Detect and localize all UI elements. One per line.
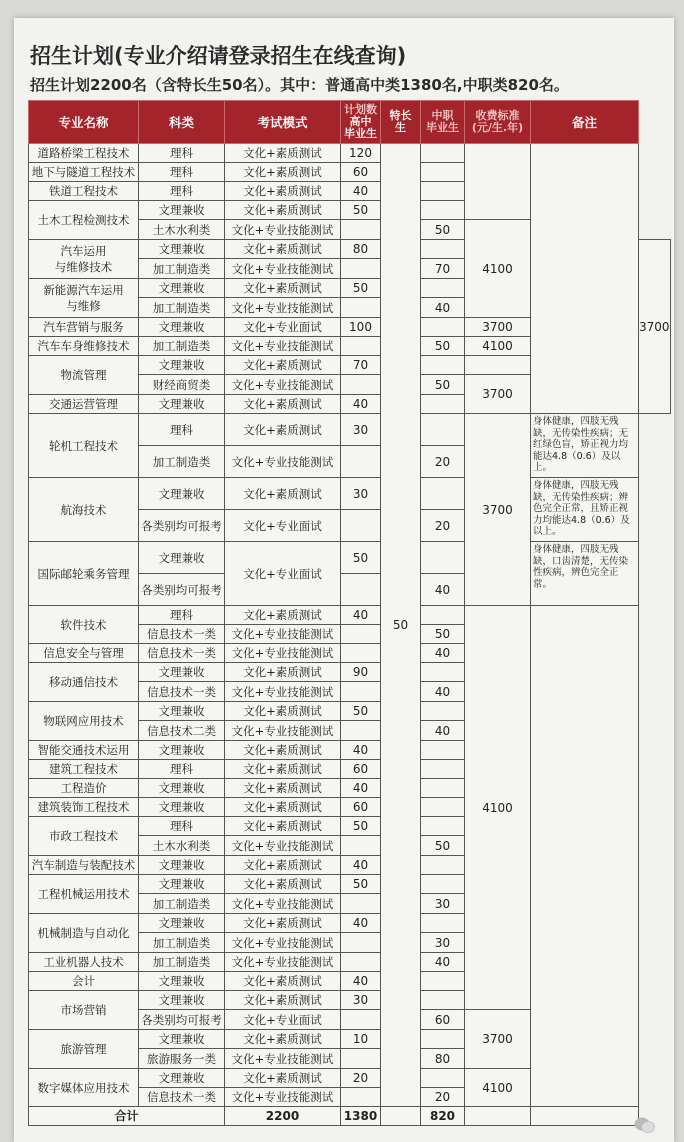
- exam-mode-cell: 文化+素质测试: [225, 798, 341, 817]
- header-remarks: 备注: [531, 101, 639, 144]
- vocational-count: [421, 163, 465, 182]
- vocational-count: 40: [421, 644, 465, 663]
- high-school-count: 20: [341, 1069, 381, 1088]
- exam-mode-cell: 文化+素质测试: [225, 702, 341, 721]
- high-school-count: 40: [341, 914, 381, 933]
- high-school-count: 100: [341, 318, 381, 337]
- high-school-count: [341, 625, 381, 644]
- major-cell: 交通运营管理: [29, 395, 139, 414]
- vocational-count: [421, 1069, 465, 1088]
- major-cell: 市场营销: [29, 991, 139, 1030]
- major-cell: 物流管理: [29, 356, 139, 395]
- vocational-count: [421, 279, 465, 298]
- subject-cell: 文理兼收: [139, 279, 225, 298]
- exam-mode-cell: 文化+专业技能测试: [225, 1088, 341, 1107]
- subject-cell: 文理兼收: [139, 1030, 225, 1049]
- major-cell: 智能交通技术运用: [29, 741, 139, 760]
- high-school-count: [341, 1088, 381, 1107]
- vocational-count: [421, 478, 465, 510]
- exam-mode-cell: 文化+专业技能测试: [225, 644, 341, 663]
- exam-mode-cell: 文化+专业技能测试: [225, 836, 341, 856]
- subject-cell: 文理兼收: [139, 318, 225, 337]
- major-cell: 汽车制造与装配技术: [29, 856, 139, 875]
- vocational-count: [421, 542, 465, 574]
- major-cell: 土木工程检测技术: [29, 201, 139, 240]
- exam-mode-cell: 文化+专业技能测试: [225, 1049, 341, 1069]
- exam-mode-cell: 文化+专业技能测试: [225, 298, 341, 318]
- subject-cell: 土木水利类: [139, 220, 225, 240]
- major-cell: 工程机械运用技术: [29, 875, 139, 914]
- subject-cell: 加工制造类: [139, 446, 225, 478]
- major-cell: 地下与隧道工程技术: [29, 163, 139, 182]
- fee-cell: [465, 144, 531, 220]
- major-cell: 国际邮轮乘务管理: [29, 542, 139, 606]
- high-school-count: 60: [341, 163, 381, 182]
- high-school-count: [341, 644, 381, 663]
- exam-mode-cell: 文化+素质测试: [225, 741, 341, 760]
- remarks-cell: 身体健康，四肢无残缺，口齿清楚，无传染性疾病，辨色完全正常。: [531, 542, 639, 606]
- total-vocational: 820: [421, 1107, 465, 1126]
- exam-mode-cell: 文化+专业技能测试: [225, 220, 341, 240]
- high-school-count: [341, 953, 381, 972]
- vocational-count: [421, 1030, 465, 1049]
- high-school-count: 10: [341, 1030, 381, 1049]
- subject-cell: 文理兼收: [139, 478, 225, 510]
- high-school-count: 50: [341, 875, 381, 894]
- table-header: [29, 101, 671, 144]
- vocational-count: [421, 875, 465, 894]
- subject-cell: 文理兼收: [139, 798, 225, 817]
- vocational-count: 40: [421, 953, 465, 972]
- subject-cell: 各类别均可报考: [139, 574, 225, 606]
- exam-mode-cell: 文化+素质测试: [225, 1030, 341, 1049]
- major-cell: 信息安全与管理: [29, 644, 139, 663]
- admission-plan-page: [14, 18, 674, 1142]
- exam-mode-cell: 文化+专业技能测试: [225, 933, 341, 953]
- vocational-count: [421, 606, 465, 625]
- exam-mode-cell: 文化+素质测试: [225, 914, 341, 933]
- vocational-count: 50: [421, 375, 465, 395]
- vocational-count: [421, 991, 465, 1010]
- vocational-count: [421, 972, 465, 991]
- fee-cell: 4100: [465, 1069, 531, 1107]
- exam-mode-cell: 文化+素质测试: [225, 856, 341, 875]
- vocational-count: 50: [421, 337, 465, 356]
- high-school-count: 30: [341, 991, 381, 1010]
- fee-cell: 3700: [639, 240, 671, 414]
- remarks-cell: [531, 606, 639, 1107]
- vocational-count: [421, 201, 465, 220]
- exam-mode-cell: 文化+专业技能测试: [225, 894, 341, 914]
- high-school-count: 40: [341, 606, 381, 625]
- vocational-count: 40: [421, 682, 465, 702]
- high-school-count: 50: [341, 702, 381, 721]
- subject-cell: 各类别均可报考: [139, 510, 225, 542]
- remarks-cell: [531, 144, 639, 414]
- vocational-count: 30: [421, 933, 465, 953]
- high-school-count: 90: [341, 663, 381, 682]
- high-school-count: 40: [341, 395, 381, 414]
- fee-cell: 3700: [465, 318, 531, 337]
- high-school-count: 60: [341, 798, 381, 817]
- subject-cell: 文理兼收: [139, 779, 225, 798]
- fee-cell: 3700: [465, 375, 531, 414]
- major-cell: 旅游管理: [29, 1030, 139, 1069]
- subject-cell: 加工制造类: [139, 259, 225, 279]
- subject-cell: 信息技术二类: [139, 721, 225, 741]
- high-school-count: [341, 1049, 381, 1069]
- fee-cell: 4100: [465, 606, 531, 1010]
- vocational-count: 50: [421, 836, 465, 856]
- exam-mode-cell: 文化+素质测试: [225, 972, 341, 991]
- high-school-count: [341, 574, 381, 606]
- subject-cell: 理科: [139, 182, 225, 201]
- enrollment-table: [28, 100, 671, 1126]
- high-school-count: [341, 836, 381, 856]
- major-cell: 铁道工程技术: [29, 182, 139, 201]
- exam-mode-cell: 文化+专业技能测试: [225, 337, 341, 356]
- exam-mode-cell: 文化+专业技能测试: [225, 625, 341, 644]
- major-cell: 轮机工程技术: [29, 414, 139, 478]
- table-row: [29, 144, 671, 163]
- exam-mode-cell: 文化+素质测试: [225, 279, 341, 298]
- vocational-count: [421, 395, 465, 414]
- vocational-count: [421, 144, 465, 163]
- exam-mode-cell: 文化+素质测试: [225, 817, 341, 836]
- header-subject: 科类: [139, 101, 225, 144]
- exam-mode-cell: 文化+专业技能测试: [225, 953, 341, 972]
- exam-mode-cell: 文化+专业面试: [225, 510, 341, 542]
- exam-mode-cell: 文化+素质测试: [225, 760, 341, 779]
- high-school-count: 30: [341, 478, 381, 510]
- total-fee: [465, 1107, 531, 1126]
- table-row: [29, 542, 671, 574]
- high-school-count: 50: [341, 201, 381, 220]
- vocational-count: [421, 663, 465, 682]
- exam-mode-cell: 文化+专业面试: [225, 1010, 341, 1030]
- vocational-count: [421, 760, 465, 779]
- high-school-count: 40: [341, 741, 381, 760]
- major-cell: 会计: [29, 972, 139, 991]
- subject-cell: 信息技术一类: [139, 682, 225, 702]
- exam-mode-cell: 文化+素质测试: [225, 163, 341, 182]
- exam-mode-cell: 文化+素质测试: [225, 606, 341, 625]
- vocational-count: [421, 356, 465, 375]
- high-school-count: [341, 259, 381, 279]
- subject-cell: 文理兼收: [139, 356, 225, 375]
- subject-cell: 理科: [139, 144, 225, 163]
- exam-mode-cell: 文化+素质测试: [225, 356, 341, 375]
- subject-cell: 加工制造类: [139, 953, 225, 972]
- high-school-count: [341, 337, 381, 356]
- major-cell: 建筑工程技术: [29, 760, 139, 779]
- high-school-count: 30: [341, 414, 381, 446]
- total-high-school: 1380: [341, 1107, 381, 1126]
- exam-mode-cell: 文化+素质测试: [225, 991, 341, 1010]
- high-school-count: [341, 1010, 381, 1030]
- subject-cell: 文理兼收: [139, 856, 225, 875]
- vocational-count: [421, 817, 465, 836]
- major-cell: 移动通信技术: [29, 663, 139, 702]
- remarks-cell: 身体健康，四肢无残缺，无传染性疾病；无红绿色盲，矫正视力均能达4.8（0.6）及以上。: [531, 414, 639, 478]
- exam-mode-cell: 文化+专业面试: [225, 542, 341, 606]
- exam-mode-cell: 文化+素质测试: [225, 779, 341, 798]
- total-specialty: [381, 1107, 421, 1126]
- table-row: [29, 414, 671, 446]
- high-school-count: 120: [341, 144, 381, 163]
- subject-cell: 土木水利类: [139, 836, 225, 856]
- high-school-count: 50: [341, 542, 381, 574]
- wechat-logo-icon: [634, 1116, 656, 1134]
- exam-mode-cell: 文化+专业技能测试: [225, 721, 341, 741]
- major-cell: 数字媒体应用技术: [29, 1069, 139, 1107]
- major-cell: 汽车车身维修技术: [29, 337, 139, 356]
- exam-mode-cell: 文化+素质测试: [225, 182, 341, 201]
- exam-mode-cell: 文化+专业技能测试: [225, 259, 341, 279]
- high-school-count: [341, 510, 381, 542]
- exam-mode-cell: 文化+素质测试: [225, 144, 341, 163]
- total-row: [29, 1107, 671, 1126]
- subject-cell: 文理兼收: [139, 991, 225, 1010]
- vocational-count: 30: [421, 894, 465, 914]
- total-remarks: [531, 1107, 639, 1126]
- vocational-count: 40: [421, 721, 465, 741]
- subject-cell: 文理兼收: [139, 395, 225, 414]
- major-cell: 建筑装饰工程技术: [29, 798, 139, 817]
- subject-cell: 文理兼收: [139, 240, 225, 259]
- subject-cell: 文理兼收: [139, 972, 225, 991]
- vocational-count: [421, 856, 465, 875]
- page-title: 招生计划(专业介绍请登录招生在线查询): [30, 44, 407, 68]
- fee-cell: 4100: [465, 337, 531, 356]
- major-cell: 市政工程技术: [29, 817, 139, 856]
- vocational-count: 20: [421, 446, 465, 478]
- vocational-count: 20: [421, 510, 465, 542]
- high-school-count: 40: [341, 972, 381, 991]
- header-plan-label: 计划数: [344, 103, 377, 116]
- subject-cell: 理科: [139, 760, 225, 779]
- remarks-cell: 身体健康，四肢无残缺，无传染性疾病；辨色完全正常，且矫正视力均能达4.8（0.6）及以上。: [531, 478, 639, 542]
- exam-mode-cell: 文化+专业技能测试: [225, 682, 341, 702]
- vocational-count: 40: [421, 574, 465, 606]
- header-exam-mode: 考试模式: [225, 101, 341, 144]
- vocational-count: [421, 182, 465, 201]
- exam-mode-cell: 文化+素质测试: [225, 478, 341, 510]
- header-major: 专业名称: [29, 101, 139, 144]
- major-cell: 工业机器人技术: [29, 953, 139, 972]
- major-cell: 道路桥梁工程技术: [29, 144, 139, 163]
- subject-cell: 信息技术一类: [139, 1088, 225, 1107]
- high-school-count: [341, 682, 381, 702]
- subject-cell: 文理兼收: [139, 201, 225, 220]
- subject-cell: 加工制造类: [139, 933, 225, 953]
- vocational-count: [421, 779, 465, 798]
- subject-cell: 文理兼收: [139, 741, 225, 760]
- high-school-count: [341, 446, 381, 478]
- exam-mode-cell: 文化+专业面试: [225, 318, 341, 337]
- high-school-count: [341, 375, 381, 395]
- header-high-school: 计划数 高中 毕业生: [341, 101, 381, 144]
- vocational-count: [421, 798, 465, 817]
- vocational-count: 20: [421, 1088, 465, 1107]
- subject-cell: 加工制造类: [139, 298, 225, 318]
- subject-cell: 文理兼收: [139, 702, 225, 721]
- vocational-count: 70: [421, 259, 465, 279]
- subject-cell: 文理兼收: [139, 663, 225, 682]
- table-row: [29, 478, 671, 510]
- subject-cell: 加工制造类: [139, 337, 225, 356]
- high-school-count: 40: [341, 779, 381, 798]
- exam-mode-cell: 文化+素质测试: [225, 240, 341, 259]
- vocational-count: [421, 702, 465, 721]
- high-school-count: 50: [341, 817, 381, 836]
- exam-mode-cell: 文化+素质测试: [225, 395, 341, 414]
- high-school-count: 40: [341, 182, 381, 201]
- fee-cell: 3700: [465, 414, 531, 606]
- high-school-count: 80: [341, 240, 381, 259]
- subject-cell: 信息技术一类: [139, 644, 225, 663]
- major-cell: 物联网应用技术: [29, 702, 139, 741]
- subject-cell: 加工制造类: [139, 894, 225, 914]
- exam-mode-cell: 文化+素质测试: [225, 201, 341, 220]
- high-school-count: [341, 894, 381, 914]
- subject-cell: 财经商贸类: [139, 375, 225, 395]
- high-school-count: 70: [341, 356, 381, 375]
- exam-mode-cell: 文化+素质测试: [225, 663, 341, 682]
- exam-mode-cell: 文化+素质测试: [225, 1069, 341, 1088]
- high-school-count: 50: [341, 279, 381, 298]
- specialty-count: 50: [381, 144, 421, 1107]
- exam-mode-cell: 文化+专业技能测试: [225, 446, 341, 478]
- total-overall: 2200: [225, 1107, 341, 1126]
- page-subtitle: 招生计划2200名（含特长生50名）。其中：普通高中类1380名,中职类820名。: [30, 76, 569, 94]
- vocational-count: [421, 240, 465, 259]
- exam-mode-cell: 文化+素质测试: [225, 414, 341, 446]
- subject-cell: 文理兼收: [139, 875, 225, 894]
- subject-cell: 文理兼收: [139, 1069, 225, 1088]
- subject-cell: 文理兼收: [139, 914, 225, 933]
- vocational-count: 80: [421, 1049, 465, 1069]
- fee-cell: 3700: [465, 1010, 531, 1069]
- subject-cell: 信息技术一类: [139, 625, 225, 644]
- fee-cell: [465, 356, 531, 375]
- subject-cell: 理科: [139, 163, 225, 182]
- subject-cell: 旅游服务一类: [139, 1049, 225, 1069]
- exam-mode-cell: 文化+素质测试: [225, 875, 341, 894]
- vocational-count: 40: [421, 298, 465, 318]
- table-row: [29, 606, 671, 625]
- subject-cell: 理科: [139, 414, 225, 446]
- subject-cell: 文理兼收: [139, 542, 225, 574]
- high-school-count: 60: [341, 760, 381, 779]
- high-school-count: [341, 298, 381, 318]
- vocational-count: [421, 318, 465, 337]
- vocational-count: 60: [421, 1010, 465, 1030]
- exam-mode-cell: 文化+专业技能测试: [225, 375, 341, 395]
- major-cell: 机械制造与自动化: [29, 914, 139, 953]
- high-school-count: 40: [341, 856, 381, 875]
- subject-cell: 理科: [139, 817, 225, 836]
- major-cell: 软件技术: [29, 606, 139, 644]
- header-vocational: 中职 毕业生: [421, 101, 465, 144]
- major-cell: 航海技术: [29, 478, 139, 542]
- fee-cell: 4100: [465, 220, 531, 318]
- vocational-count: [421, 741, 465, 760]
- high-school-count: [341, 933, 381, 953]
- vocational-count: 50: [421, 220, 465, 240]
- major-cell: 汽车营销与服务: [29, 318, 139, 337]
- major-cell: 新能源汽车运用 与维修: [29, 279, 139, 318]
- major-cell: 汽车运用 与维修技术: [29, 240, 139, 279]
- vocational-count: 50: [421, 625, 465, 644]
- total-label: 合计: [29, 1107, 225, 1126]
- header-fee: 收费标准 (元/生.年): [465, 101, 531, 144]
- high-school-count: [341, 220, 381, 240]
- high-school-count: [341, 721, 381, 741]
- header-specialty: 特长 生: [381, 101, 421, 144]
- subject-cell: 各类别均可报考: [139, 1010, 225, 1030]
- subject-cell: 理科: [139, 606, 225, 625]
- vocational-count: [421, 914, 465, 933]
- major-cell: 工程造价: [29, 779, 139, 798]
- vocational-count: [421, 414, 465, 446]
